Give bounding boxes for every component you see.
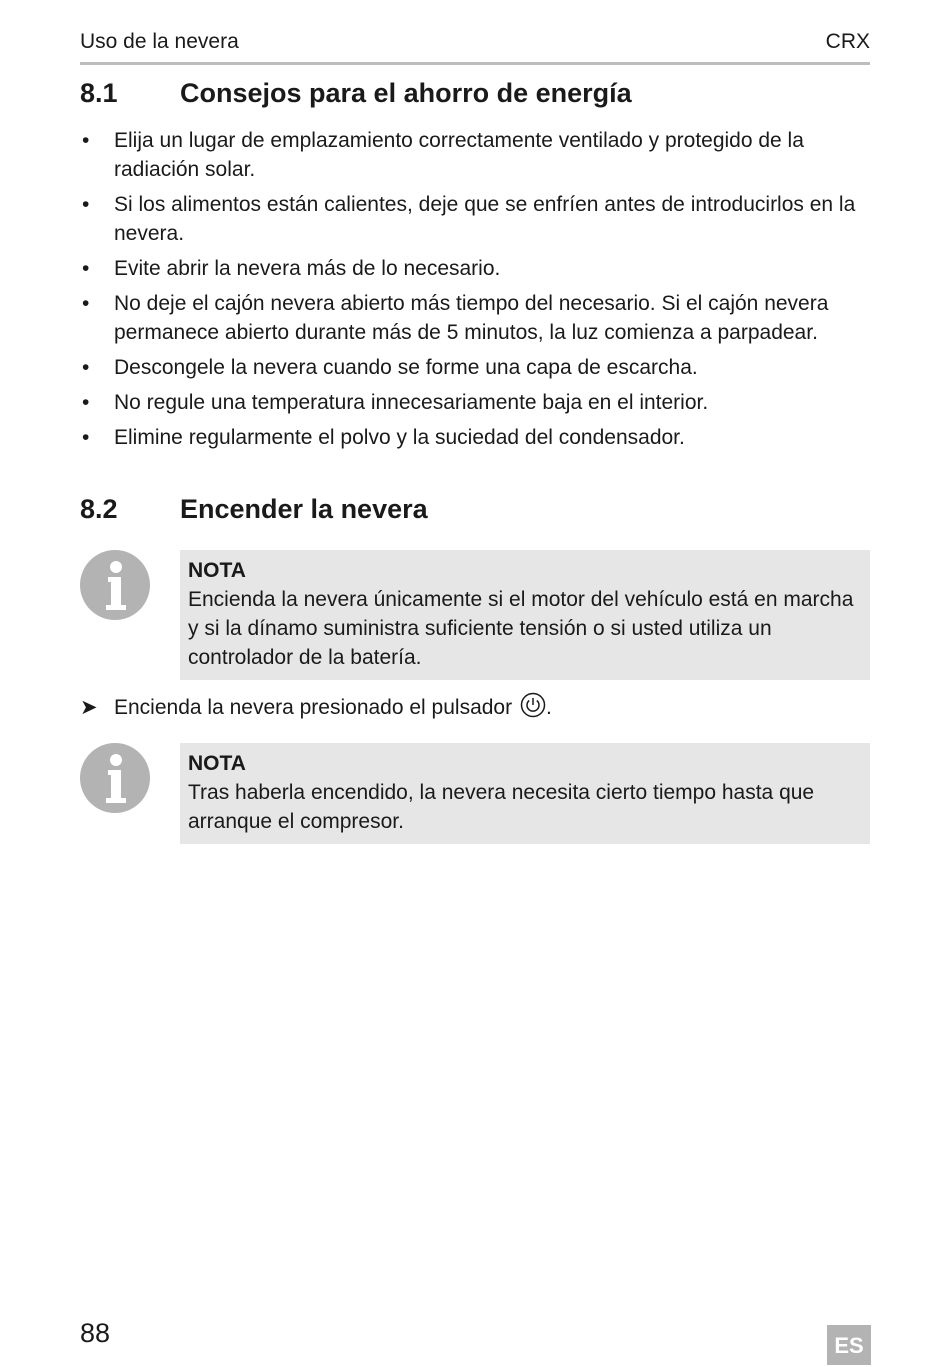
list-item: • No regule una temperatura innecesariamente baja en el interior. bbox=[80, 388, 870, 417]
section-number: 8.1 bbox=[80, 78, 118, 108]
section-heading-8-2 bbox=[80, 494, 428, 525]
note-text: Tras haberla encendido, la nevera necesita cierto tiempo hasta que arranque el compresor. bbox=[188, 781, 815, 833]
section-heading-8-1 bbox=[80, 78, 632, 109]
step-suffix: . bbox=[545, 696, 552, 719]
list-item: • Si los alimentos están calientes, deje que se enfríen antes de introducirlos en la nevera. bbox=[80, 190, 870, 248]
bullet-icon: • bbox=[82, 426, 90, 449]
bullet-icon: • bbox=[82, 292, 90, 315]
header-model: CRX bbox=[825, 30, 870, 53]
bullet-icon: • bbox=[82, 391, 90, 414]
list-item: • No deje el cajón nevera abierto más tiempo del necesario. Si el cajón nevera permanece abierto durante más de 5 minutos, la luz comienza a parpadear. bbox=[80, 289, 870, 347]
list-item: • Descongele la nevera cuando se forme una capa de escarcha. bbox=[80, 353, 870, 382]
list-item: • Elimine regularmente el polvo y la suciedad del condensador. bbox=[80, 423, 870, 452]
note-label: NOTA bbox=[188, 752, 246, 775]
page-header bbox=[80, 30, 870, 65]
bullet-icon: • bbox=[82, 356, 90, 379]
arrow-icon: ➤ bbox=[80, 696, 98, 719]
list-item: • Elija un lugar de emplazamiento correctamente ventilado y protegido de la radiación solar. bbox=[80, 126, 870, 184]
note-box bbox=[180, 743, 870, 844]
info-icon bbox=[80, 743, 150, 813]
note-box bbox=[180, 550, 870, 680]
info-icon bbox=[80, 550, 150, 620]
tips-list bbox=[80, 126, 870, 458]
bullet-icon: • bbox=[82, 129, 90, 152]
note-label: NOTA bbox=[188, 559, 246, 582]
section-title: Encender la nevera bbox=[180, 494, 428, 524]
section-title: Consejos para el ahorro de energía bbox=[180, 78, 632, 108]
section-number: 8.2 bbox=[80, 494, 118, 524]
list-item: • Evite abrir la nevera más de lo necesario. bbox=[80, 254, 870, 283]
language-badge: ES bbox=[827, 1325, 871, 1365]
bullet-icon: • bbox=[82, 257, 90, 280]
page-number: 88 bbox=[80, 1318, 111, 1348]
header-chapter: Uso de la nevera bbox=[80, 30, 239, 53]
power-button-icon bbox=[520, 692, 546, 718]
step-text: Encienda la nevera presionado el pulsador bbox=[114, 696, 513, 719]
instruction-step bbox=[80, 692, 552, 722]
bullet-icon: • bbox=[82, 193, 90, 216]
note-text: Encienda la nevera únicamente si el motor del vehículo está en marcha y si la dínamo suministra suficiente tensión o si usted utiliza un controlador de la batería. bbox=[188, 588, 854, 669]
